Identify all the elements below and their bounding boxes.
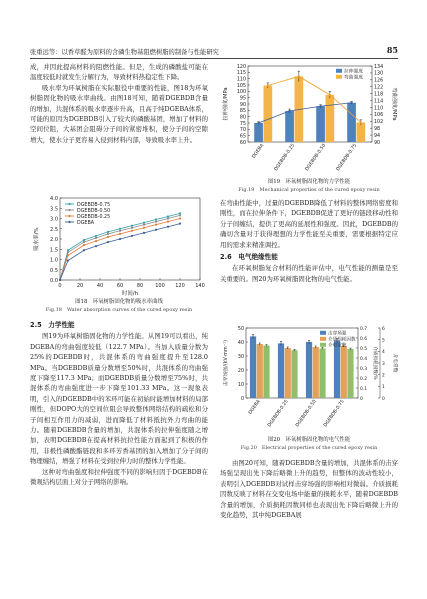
figure-19-caption-en: Fig.19 Mechanical properties of the cured epoxy resin	[238, 187, 380, 193]
x-tick-label: 120	[175, 283, 185, 289]
y2-tick-label: 134	[374, 64, 384, 70]
data-point	[131, 227, 133, 229]
data-point	[179, 214, 181, 216]
x-tick-label: 140	[195, 283, 205, 289]
legend-label: 弯曲强度	[344, 75, 364, 81]
data-point	[131, 225, 133, 227]
data-point	[95, 237, 97, 239]
left-column-bottom	[30, 318, 208, 488]
data-point	[95, 235, 97, 237]
trend-point	[267, 84, 269, 86]
data-point	[119, 230, 121, 232]
bar	[306, 342, 312, 398]
y-tick-label: 115	[236, 71, 246, 77]
legend-label: 击穿场强	[328, 331, 347, 337]
x-tick-label: DGEBDB-0.50	[295, 399, 318, 429]
y-tick-label: 90	[239, 102, 246, 108]
bar	[250, 336, 256, 398]
y-tick-label: 60	[239, 140, 246, 146]
series-line	[60, 224, 180, 280]
y3-tick-label: 4	[382, 350, 385, 356]
y-tick-label: 1.5	[50, 247, 58, 254]
bar	[316, 106, 325, 142]
figure-20-caption-cn: 图20 环氧树脂固化物的电气性能	[267, 437, 351, 443]
legend-label: DGEBDB-0.75	[77, 202, 111, 208]
journal-title: 张重远等：以香草醛为原料的含磷生物基阻燃树脂的制备与性能研究	[30, 49, 219, 56]
bar	[326, 95, 335, 142]
bar	[285, 348, 291, 398]
data-point	[131, 230, 133, 232]
bar	[313, 347, 319, 398]
data-point	[167, 220, 169, 222]
bar	[319, 348, 325, 398]
y2-tick-label: 114	[374, 99, 384, 105]
y2-tick-label: 110	[374, 106, 384, 112]
bar	[291, 350, 297, 398]
legend-label: 介电常数	[328, 343, 347, 349]
y3-axis-label: 介电常数	[392, 353, 397, 373]
data-point	[143, 224, 145, 226]
y-tick-label: 0.0	[50, 278, 58, 284]
trend-line	[268, 75, 364, 122]
trend-point	[257, 122, 259, 124]
y2-tick-label: 0.6	[360, 336, 367, 342]
y2-axis-label: 弯曲强度/MPa	[391, 87, 397, 121]
bar	[357, 122, 366, 142]
y-tick-label: 65	[239, 134, 246, 140]
x-tick-label: DGEBDB-0.75	[323, 399, 346, 429]
y3-tick-label: 1	[382, 385, 385, 391]
paragraph: 图19为环氧树脂固化物的力学性能。从图19可以看出，纯DGEBA的弯曲强度较低（122.7 MPa）。当加入质量分数为25%的DGEBDB时，共混体系的弯曲强度提升至128.0 MPa。当DGEBDB质量分数增至50%时，共混体系的弯曲强度下降至117.3 MPa；而DGEBDB质量分数增至75%时，共混体系的弯曲强度进一步下降至101.33 MPa。这一现象表明，引入的DGEBDB中的苯环可能在初始时能增加材料的局部刚性，但DOPO大的空间位阻会导致整体网络结构的疏松和分子间相互作用力的减弱，进而降低了材料抵抗外力弯曲的能力。随着DGEBDB含量的增加，共混体系的拉伸强度随之增加，表明DGEBDB在提高材料抗拉性能方面起到了积极的作用，非极性磷酸酯链段和多环芳香基团的加入增加了分子间的物理缠结，增强了材料在受到拉伸力时的整体力学性能。	[30, 332, 208, 466]
y2-tick-label: 0.1	[360, 386, 367, 392]
data-point	[155, 220, 157, 222]
y-tick-label: 95	[239, 96, 246, 102]
data-point	[59, 279, 61, 281]
data-point	[179, 223, 181, 225]
trend-line	[259, 103, 352, 123]
data-point	[167, 226, 169, 228]
x-tick-label: DGEBA	[248, 399, 262, 416]
data-point	[119, 238, 121, 240]
data-point	[155, 218, 157, 220]
y2-tick-label: 118	[374, 92, 384, 98]
trend-point	[350, 102, 352, 104]
y-tick-label: 80	[239, 115, 246, 121]
x-tick-label: 20	[76, 283, 84, 289]
data-point	[179, 217, 181, 219]
figure-18-chart	[30, 192, 208, 298]
data-point	[155, 229, 157, 231]
data-point	[67, 249, 69, 251]
data-point	[83, 249, 85, 251]
figure-20-chart	[220, 322, 398, 432]
y-tick-label: 3.5	[50, 206, 58, 213]
legend-label: 拉伸强度	[344, 69, 364, 75]
data-point	[95, 240, 97, 242]
y-tick-label: 4.0	[50, 196, 58, 202]
x-tick-label: DGEBDB-0.75	[335, 143, 359, 173]
bar	[341, 346, 347, 398]
left-column-top	[30, 62, 208, 145]
bar	[263, 346, 269, 399]
y2-tick-label: 90	[374, 140, 381, 146]
bar	[254, 123, 263, 142]
legend-swatch	[320, 331, 326, 335]
y-tick-label: 100	[236, 90, 246, 96]
bar	[278, 343, 284, 398]
y2-tick-label: 0.4	[360, 356, 367, 362]
y2-tick-label: 94	[374, 133, 381, 139]
data-point	[143, 232, 145, 234]
right-column-top	[220, 198, 398, 284]
x-tick-label: 40	[96, 283, 104, 289]
legend-swatch	[320, 343, 326, 347]
y3-tick-label: 5	[382, 338, 385, 344]
legend-label: DGEBDB-0.25	[77, 214, 111, 220]
data-point	[83, 239, 85, 241]
figure-20-caption	[220, 436, 398, 452]
data-point	[67, 254, 69, 256]
y3-tick-label: 6	[382, 326, 385, 332]
y-tick-label: 30	[237, 354, 244, 360]
running-header	[30, 46, 398, 59]
x-tick-label: DGEBDB-0.25	[267, 399, 290, 429]
y-tick-label: 0	[240, 396, 244, 402]
paragraph: 在环氧树脂复合材料的性能评估中，电气性能的测量是至关重要的。图20为环氧树脂固化物的电气性能。	[220, 264, 398, 283]
data-point	[107, 236, 109, 238]
x-tick-label: 60	[116, 283, 124, 289]
data-point	[143, 222, 145, 224]
x-tick-label: DGEBDB-0.25	[273, 143, 297, 173]
y2-tick-label: 130	[374, 71, 384, 77]
figure-18-caption-en: Fig.18 Water absorption curves of the cured epoxy resin	[45, 307, 193, 313]
x-tick-label: 100	[155, 283, 165, 289]
bar	[264, 86, 273, 142]
legend-swatch	[336, 69, 342, 73]
legend-swatch	[336, 75, 342, 79]
data-point	[83, 244, 85, 246]
data-point	[107, 233, 109, 235]
legend-label: DGEBDB-0.50	[77, 208, 111, 214]
paragraph: 成，并因此提高材料的阻燃性能。但是，生成的磷酸盐可能在温度较低时就发生分解行为，导致材料热稳定性下降。	[30, 63, 208, 82]
y-tick-label: 20	[237, 368, 244, 374]
y2-tick-label: 0.2	[360, 376, 367, 382]
y-tick-label: 3.0	[50, 216, 58, 223]
y-tick-label: 70	[239, 128, 246, 134]
y-tick-label: 120	[236, 64, 246, 70]
legend-marker	[68, 215, 70, 217]
x-tick-label: 0	[58, 283, 62, 289]
y-axis-label: 拉伸强度/MPa	[223, 87, 229, 121]
legend-label: DGEBA	[77, 220, 95, 226]
y2-tick-label: 98	[374, 126, 381, 132]
page-number: 85	[386, 45, 398, 55]
paragraph: 由图20可知，随着DGEBDB含量的增加，共混体系的击穿场强呈现出先下降后略微上升的趋势，但整体的波动性较小，表明引入DGEBDB对试样击穿场强的影响相对微弱。介质损耗因数反映了材料在交变电场中能量的损耗水平，随着DGEBDB含量的增加，介质损耗因数同样也表现出先下降后略微上升的变化趋势，其中纯DGEBA展	[220, 459, 398, 520]
legend-marker	[68, 209, 70, 211]
figure-19-caption-cn: 图19 环氧树脂固化物的力学性能	[267, 179, 351, 185]
bar	[347, 349, 353, 398]
trend-point	[360, 121, 362, 123]
data-point	[119, 233, 121, 235]
x-tick-label: 80	[136, 283, 144, 289]
y-tick-label: 40	[237, 340, 244, 346]
section-heading-2-5: 2.5 力学性能	[30, 321, 75, 329]
figure-20-caption-en: Fig.20 Electrical properties of the cured epoxy resin	[240, 445, 378, 451]
paragraph: 在弯曲性能中，过量的DGEBDB降低了材料的整体网络密度和刚性，而在拉伸条件下，DGEBDB促进了更好的链段移动性和分子间缠结，提供了更高的延展性和强度。因此，DGEBDB的确切含量对于获得理想的力学性能至关重要，需要根据特定应用的需求来精准调控。	[220, 199, 398, 249]
y-tick-label: 110	[236, 77, 246, 83]
y-tick-label: 50	[237, 326, 244, 332]
y2-tick-label: 106	[374, 113, 384, 119]
data-point	[179, 212, 181, 214]
y2-tick-label: 0	[360, 396, 363, 402]
bar	[334, 341, 340, 398]
figure-19-chart	[220, 60, 398, 175]
legend-label: 介质损耗因数	[328, 337, 356, 343]
legend-marker	[68, 203, 70, 205]
y3-tick-label: 2	[382, 373, 385, 379]
y-tick-label: 0.5	[50, 267, 58, 274]
figure-19-caption	[220, 178, 398, 194]
legend-marker	[68, 221, 70, 223]
data-point	[143, 227, 145, 229]
data-point	[131, 235, 133, 237]
trend-point	[329, 94, 331, 96]
y2-tick-label: 0.5	[360, 346, 367, 352]
bar	[257, 344, 263, 398]
figure-18-caption-cn: 图18 环氧树脂固化物的吸水率曲线	[75, 299, 163, 305]
trend-point	[288, 110, 290, 112]
y2-tick-label: 126	[374, 78, 384, 84]
y-axis-label: 击穿场强/(kV·mm⁻¹)	[224, 340, 229, 386]
y-tick-label: 75	[239, 121, 246, 127]
paragraph: 吸水率为环氧树脂在实际服役中重要的性能，图18为环氧树脂固化物的吸水率曲线。由图18可知，随着DGEBDB含量的增加，共混体系的吸水率逐步升高，且高于纯DGEBA体系，可能的原因为DGEBDB引入了较大的磷酸基团，增加了材料的空间位阻，大基团会阻碍分子间的紧密堆积，使分子间的空隙增大，使水分子更容易入侵到材料内部，导致吸水率上升。	[30, 83, 208, 144]
x-axis-label: 时间/h	[121, 291, 139, 297]
y-tick-label: 2.0	[50, 237, 58, 243]
data-point	[95, 245, 97, 247]
legend-swatch	[320, 337, 326, 341]
y2-tick-label: 0.3	[360, 366, 367, 372]
y2-axis-label: 介质损耗因数/%	[372, 346, 377, 380]
y2-tick-label: 102	[374, 120, 384, 126]
data-point	[83, 241, 85, 243]
section-heading-2-6: 2.6 电气绝缘性能	[220, 253, 278, 262]
y2-tick-label: 122	[374, 85, 384, 91]
y2-tick-label: 0.7	[360, 326, 367, 332]
data-point	[67, 251, 69, 253]
y-tick-label: 10	[237, 382, 244, 388]
data-point	[167, 215, 169, 217]
y3-tick-label: 3	[382, 361, 385, 367]
paragraph: 这种对弯曲强度和拉伸强度不同的影响归因于DGEBDB在微观结构层面上对分子网络的影响。	[30, 467, 208, 487]
bar	[285, 111, 294, 142]
bar	[347, 103, 356, 142]
data-point	[67, 259, 69, 261]
figure-18-caption	[30, 298, 208, 314]
x-tick-label: DGEBA	[251, 143, 266, 160]
trend-point	[319, 105, 321, 107]
y-axis-label: 吸水率/%	[34, 227, 40, 251]
y-tick-label: 2.5	[50, 226, 58, 233]
x-tick-label: DGEBDB-0.50	[304, 143, 328, 173]
y3-tick-label: 0	[382, 396, 385, 402]
trend-point	[298, 75, 300, 77]
data-point	[155, 224, 157, 226]
data-point	[107, 231, 109, 233]
y-tick-label: 1.0	[50, 257, 58, 264]
data-point	[107, 241, 109, 243]
right-column-bottom	[220, 458, 398, 520]
y-tick-label: 105	[236, 83, 246, 89]
data-point	[119, 228, 121, 230]
y-tick-label: 85	[239, 109, 246, 115]
data-point	[167, 217, 169, 219]
